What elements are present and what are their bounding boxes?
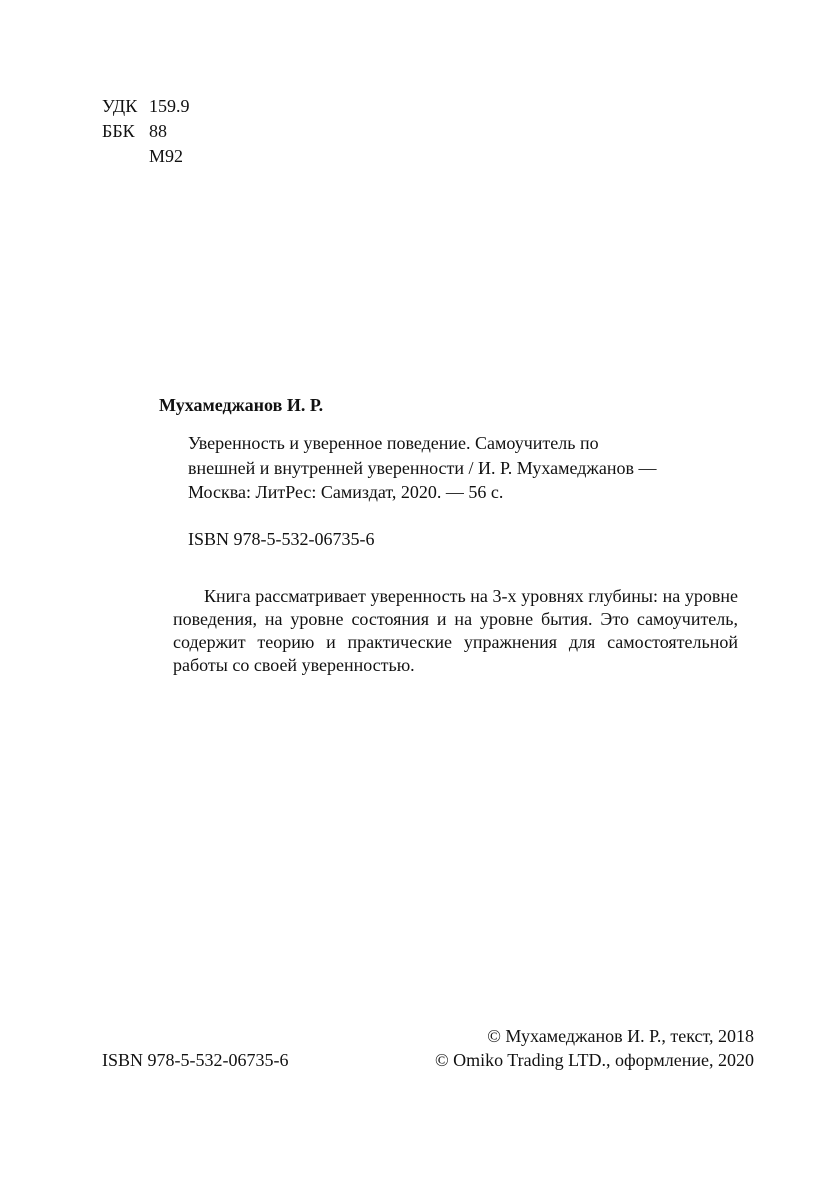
classification-code (102, 144, 149, 169)
biblio-line: Москва: ЛитРес: Самиздат, 2020. — 56 с. (188, 482, 504, 502)
author-heading: Мухамеджанов И. Р. (159, 395, 324, 415)
isbn-footer: ISBN 978-5-532-06735-6 (102, 1050, 289, 1070)
abstract-line: поведения, на уровне состояния и на уровне бытия. Это самоучитель, (173, 609, 738, 629)
isbn-line: ISBN 978-5-532-06735-6 (188, 529, 375, 549)
biblio-line: Уверенность и уверенное поведение. Самоучитель по (188, 433, 599, 453)
abstract-line: Книга рассматривает уверенность на 3-х уровнях глубины: на уровне (204, 586, 738, 606)
abstract-line: работы со своей уверенностью. (173, 655, 415, 675)
classification-value: 88 (149, 121, 167, 141)
biblio-line: внешней и внутренней уверенности / И. Р. Мухамеджанов — (188, 457, 657, 478)
classification-block (102, 94, 190, 169)
abstract-paragraph (173, 585, 738, 677)
bibliographic-description (188, 431, 656, 505)
classification-value: 159.9 (149, 96, 190, 116)
classification-row-author-mark (102, 144, 190, 169)
abstract-line: содержит теорию и практические упражнения для самостоятельной (173, 632, 738, 652)
copyright-line: © Omiko Trading LTD., оформление, 2020 (434, 1050, 754, 1070)
classification-row-bbk (102, 119, 190, 144)
copyright-block (435, 1024, 754, 1072)
classification-value: М92 (149, 146, 184, 166)
copyright-line: © Мухамеджанов И. Р., текст, 2018 (487, 1026, 754, 1046)
classification-code: УДК (102, 96, 138, 116)
classification-code: ББК (102, 121, 135, 141)
classification-row-udk (102, 94, 190, 119)
